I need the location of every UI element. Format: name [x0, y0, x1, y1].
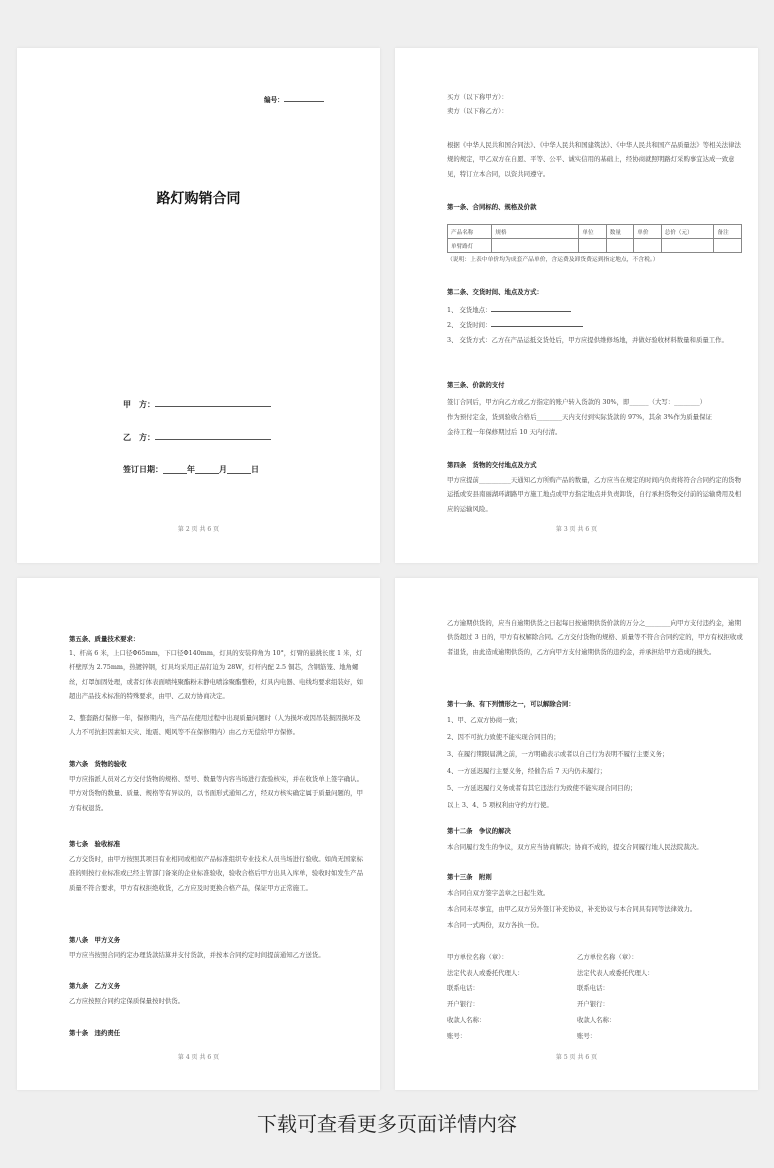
contract-page-4 [395, 578, 758, 1090]
table-header: 产品名称 [448, 225, 492, 239]
contract-number-label: 编号： [264, 96, 284, 104]
page-number: 第 3 页 共 6 页 [555, 526, 598, 533]
sign-line: 法定代表人或委托代理人： [447, 968, 524, 977]
list-item: 4、一方延迟履行主要义务，经催告后 7 天内仍未履行； [447, 767, 607, 775]
article-13-title: 第十三条 附则 [447, 873, 492, 881]
intro-paragraph: 根据《中华人民共和国合同法》、《中华人民共和国建筑法》、《中华人民共和国产品质量法》等相关法律法规的规定，甲乙双方在自愿、平等、公平、诚实信用的基础上，经协商就照明路灯采购事宜达成一致意见，特订立本合同，以资共同遵守。 [447, 141, 741, 178]
download-hint: 下载可查看更多页面详情内容 [257, 1112, 517, 1136]
party-a-label: 甲 方： [123, 399, 155, 409]
contract-page-cover [17, 48, 380, 563]
payment-line-2: 作为预付定金，货到验收合格后________天内支付到实际货款的 97%，其余 3%作为质量保证 [447, 413, 712, 421]
sign-line: 收款人名称： [447, 1015, 486, 1024]
article-12-text: 本合同履行发生的争议，双方应当协商解决；协商不成的，提交合同履行地人民法院裁决。 [447, 843, 703, 851]
table-cell [492, 239, 579, 253]
article-10-title: 第十条 违约责任 [69, 1029, 121, 1037]
sign-line: 账号： [577, 1031, 597, 1040]
table-header: 规格 [492, 225, 579, 239]
article-6-title: 第六条 货物的验收 [69, 760, 127, 768]
article-7-title: 第七条 验收标准 [69, 840, 121, 848]
contract-title: 路灯购销合同 [156, 191, 241, 207]
article-6-text: 甲方应指派人员对乙方交付货物的规格、型号、数量等内容当场进行查验核实，并在收货单上签字确认。甲方对货物的数量、质量、规格等有异议的，以书面形式通知乙方，经双方核实确定属于质量问题的，甲方有权退货。 [69, 775, 363, 812]
sign-line: 法定代表人或委托代理人： [577, 968, 654, 977]
buyer-line: 买方（以下称甲方）： [447, 93, 508, 101]
table-cell [579, 239, 606, 253]
table-row [448, 239, 742, 253]
payment-line-1: 签订合同后，甲方向乙方或乙方指定的账户转入货款的 30%，即______（大写：________） [447, 398, 707, 406]
sign-line: 乙方单位名称（章）： [577, 953, 638, 961]
article-4-title: 第四条 货物的交付地点及方式 [447, 461, 537, 469]
article-7-text: 乙方交货时，由甲方按照其项目有业相同或相似产品标准组织专业技术人员当场进行验收。如尚无国家标准的则按行业标准或已经主管部门备案的企业标准验收，验收合格后甲方出具入库单，验收时如发生产品质量不符合要求，甲方有权拒绝收货，乙方应及时更换合格产品，保证甲方正常施工。 [69, 855, 363, 892]
list-item: 5、一方延迟履行义务或者有其它违法行为致使不能实现合同目的； [447, 784, 637, 792]
list-item: 本合同一式两份，双方各执一份。 [447, 921, 543, 929]
delivery-location-label: 1、 交货地点： [447, 306, 492, 314]
sign-line: 联系电话： [447, 984, 479, 993]
party-b-label: 乙 方： [123, 432, 155, 442]
table-cell: 单臂路灯 [448, 239, 492, 253]
list-item: 本合同未尽事宜，由甲乙双方另外签订补充协议，补充协议与本合同具有同等法律效力。 [447, 905, 697, 913]
list-item: 3、在履行期限届满之前，一方明确表示或者以自己行为表明不履行主要义务； [447, 750, 669, 758]
party-b-field [123, 431, 271, 443]
list-item: 1、甲、乙双方协商一致； [447, 716, 522, 724]
party-b-blank [155, 431, 271, 440]
sign-line: 开户银行： [447, 1000, 479, 1009]
table-header-row [448, 225, 742, 239]
article-5-item-2: 2、整套路灯保修一年，保修期内，当产品在使用过程中出现质量问题时（人为损坏或因吊装损因损坏及人力不可抗拒因素如天灾、地震、飓风等不在保修期内）由乙方无偿给甲方保修。 [69, 714, 361, 737]
page-number: 第 4 页 共 6 页 [177, 1054, 220, 1061]
party-a-blank [155, 398, 271, 407]
spec-table [447, 224, 742, 253]
delivery-time-blank [491, 318, 583, 327]
seller-line: 卖方（以下称乙方）： [447, 107, 508, 115]
article-10-continued: 乙方逾期供货的，应当自逾期供货之日起每日按逾期供货价款的万分之________向甲方支付违约金，逾期供货超过 3 日的，甲方有权解除合同。乙方交付货物的规格、质量等不符合合同约定的，甲方有权拒收或者退货，由此造成逾期供货的，乙方向甲方支付逾期供货的违约金，并承担给甲方造成的损失。 [447, 619, 743, 656]
list-item: 本合同自双方签字盖章之日起生效。 [447, 889, 550, 897]
delivery-method: 3、 交货方式：乙方在产品运抵交货处后，甲方应提供维修场地，并做好验收材料数量和质量工作。 [447, 336, 728, 344]
table-cell [606, 239, 633, 253]
sign-line: 甲方单位名称（章）： [447, 953, 508, 961]
table-cell [714, 239, 742, 253]
table-header: 单位 [579, 225, 606, 239]
table-cell [661, 239, 714, 253]
sign-line: 收款人名称： [577, 1015, 616, 1024]
article-4-text: 甲方应提前__________天通知乙方所购产品的数量，乙方应当在规定的时间内负责将符合合同约定的货物运抵或安县南丽湖环湖路甲方施工地点或甲方指定地点并负责卸货，自行承担货物交付前的运输费用及相应的运输风险。 [447, 476, 741, 513]
sign-line: 开户银行： [577, 1000, 609, 1009]
sign-line: 账号： [447, 1031, 467, 1040]
contract-page-3 [17, 578, 380, 1090]
table-header: 单价 [634, 225, 661, 239]
delivery-time-label: 2、 交货时间： [447, 321, 492, 329]
table-cell [634, 239, 661, 253]
article-5-item-1: 1、杆高 6 米，上口径Φ65mm，下口径Φ140mm，灯具的安装仰角为 10°，灯臂的悬挑长度 1 米，灯杆壁厚为 2.75mm，热镀锌钢，灯具均采用正品钉迫为 28W，灯杆内配 2.5 铜芯，含钢筋笼、地角螺丝，灯罩加固处理，或者灯体表面喷纯聚酯粉末静电喷涂聚酯整粉，灯具内电器、电线均要求组装好，如超出产品技术标准的特殊要求，由甲、乙双方协商决定。 [69, 649, 363, 701]
table-header: 备注 [714, 225, 742, 239]
table-header: 数量 [606, 225, 633, 239]
list-item: 以上 3、4、5 项权利由守约方行使。 [447, 801, 553, 809]
article-8-title: 第八条 甲方义务 [69, 936, 121, 944]
contract-number-field [264, 93, 324, 104]
party-b-signature-block [577, 950, 702, 1044]
sign-line: 联系电话： [577, 984, 609, 993]
page-number: 第 2 页 共 6 页 [177, 526, 220, 533]
contract-page-2 [395, 48, 758, 563]
party-a-field [123, 398, 271, 410]
article-1-title: 第一条、合同标的、规格及价款 [447, 203, 537, 211]
party-a-signature-block [447, 950, 572, 1044]
delivery-location [447, 303, 747, 317]
signing-date: 签订日期：______年______月______日 [123, 464, 259, 474]
delivery-location-blank [491, 303, 571, 312]
article-11-title: 第十一条、有下列情形之一，可以解除合同： [447, 700, 575, 708]
table-header: 总价（元） [661, 225, 714, 239]
delivery-time [447, 318, 747, 332]
payment-line-3: 金待工程一年保修期过后 10 天内付清。 [447, 428, 562, 436]
article-9-title: 第九条 乙方义务 [69, 982, 121, 990]
article-5-title: 第五条、质量技术要求： [69, 635, 140, 643]
page-number: 第 5 页 共 6 页 [555, 1054, 598, 1061]
article-12-title: 第十二条 争议的解决 [447, 827, 511, 835]
article-3-title: 第三条、价款的支付 [447, 381, 505, 389]
contract-number-blank [284, 93, 324, 102]
article-8-text: 甲方应当按照合同约定办理货款结算并支付货款，并按本合同约定时间提前通知乙方送货。 [69, 951, 325, 959]
article-9-text: 乙方应按照合同约定保质保量按时供货。 [69, 997, 185, 1005]
list-item: 2、因不可抗力致使不能实现合同目的； [447, 733, 560, 741]
article-2-title: 第二条、交货时间、地点及方式： [447, 288, 543, 296]
table-note: （说明：上表中单价均为成套产品单价，含运费及卸货费运到指定地点，不含税。） [447, 257, 659, 263]
